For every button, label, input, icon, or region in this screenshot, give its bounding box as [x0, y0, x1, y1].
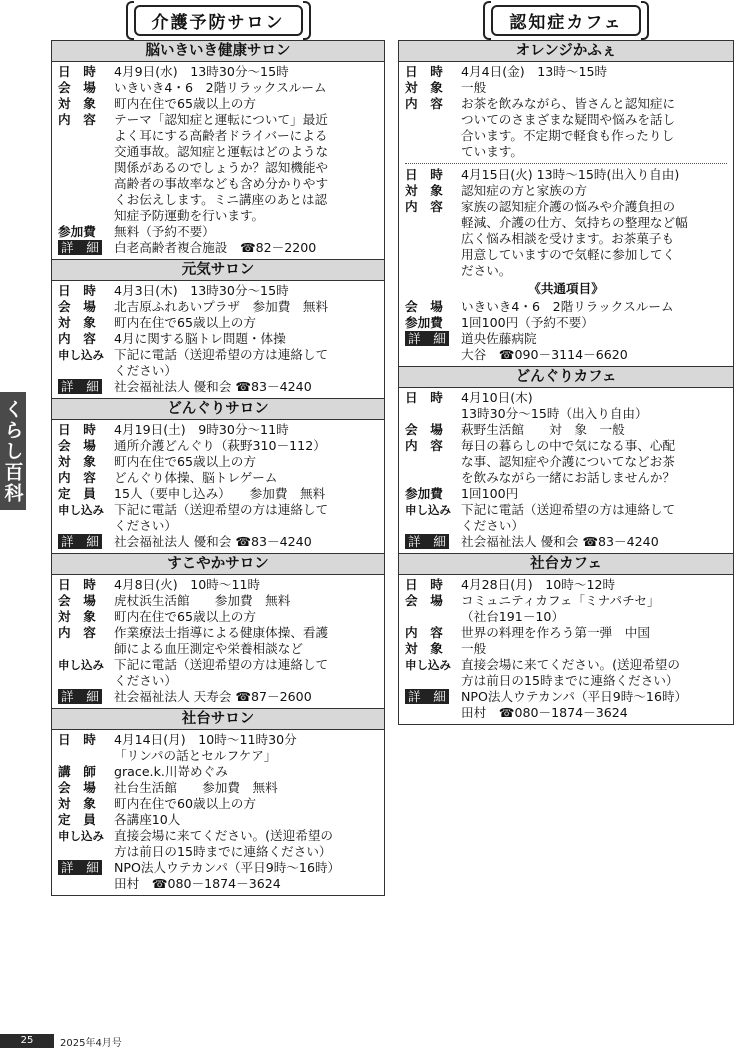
section	[52, 41, 384, 259]
section	[399, 553, 733, 724]
row-value	[461, 80, 727, 96]
row-label: 日 時	[405, 64, 443, 79]
row-label: 詳 細	[58, 534, 114, 550]
info-row	[58, 347, 378, 379]
value-line: NPO法人ウテカンパ（平日9時～16時）	[114, 860, 341, 875]
info-row	[405, 331, 727, 363]
info-row	[405, 641, 727, 657]
info-row	[58, 299, 378, 315]
value-line: 無料（予約不要）	[114, 224, 215, 239]
info-row	[58, 657, 378, 689]
row-value	[461, 577, 727, 593]
row-value	[461, 502, 727, 534]
value-line: 知症予防運動を行います。	[114, 208, 265, 223]
value-line: 萩野生活館 対 象 一般	[461, 422, 625, 437]
value-line: 一般	[461, 80, 487, 95]
section-heading: すこやかサロン	[52, 554, 384, 575]
value-line: 白老高齢者複合施設 ☎82－2200	[114, 240, 317, 255]
row-label: 内 容	[405, 438, 443, 453]
value-line: 交通事故。認知症と運転はどのような	[114, 144, 329, 159]
info-row	[405, 438, 727, 486]
value-line: 広く悩み相談を受けます。お茶菓子も	[461, 231, 675, 246]
row-value	[461, 96, 727, 160]
info-row	[58, 780, 378, 796]
info-row	[58, 470, 378, 486]
value-line: 大谷 ☎090－3114－6620	[461, 347, 628, 362]
value-line: 4月4日(金) 13時～15時	[461, 64, 608, 79]
row-value	[461, 331, 727, 363]
info-row	[58, 812, 378, 828]
value-line: 方は前日の15時までに連絡ください）	[114, 844, 332, 859]
info-row	[405, 577, 727, 593]
value-line: 家族の認知症介護の悩みや介護負担の	[461, 199, 676, 214]
row-label: 日 時	[405, 167, 443, 182]
value-line: ください）	[461, 518, 524, 533]
value-line: 「リンパの話とセルフケア」	[114, 748, 277, 763]
salon-box	[51, 40, 385, 896]
section	[52, 398, 384, 553]
info-row	[58, 96, 378, 112]
row-value	[461, 593, 727, 625]
row-label: 申し込み	[58, 503, 104, 517]
value-line: を飲みながら一緒にお話しませんか？	[461, 470, 676, 485]
value-line: 関係があるのでしょうか？認知機能や	[114, 160, 329, 175]
value-line: 13時30分～15時（出入り自由）	[461, 406, 648, 421]
section-body	[399, 575, 733, 724]
row-value	[114, 470, 378, 486]
row-label: 日 時	[58, 64, 96, 79]
info-row	[405, 299, 727, 315]
row-label: 詳 細	[58, 860, 114, 892]
info-row	[405, 689, 727, 721]
info-row	[58, 609, 378, 625]
value-line: 虎杖浜生活館 参加費 無料	[114, 593, 291, 608]
info-row	[58, 796, 378, 812]
row-value	[114, 780, 378, 796]
row-value	[461, 534, 727, 550]
info-row	[58, 689, 378, 705]
common-items-label: 《共通項目》	[528, 281, 604, 296]
row-value	[461, 689, 727, 721]
value-line: 認知症の方と家族の方	[461, 183, 587, 198]
row-value	[114, 224, 378, 240]
row-label: 内 容	[405, 199, 443, 214]
row-label: 内 容	[405, 96, 443, 111]
row-value	[461, 299, 727, 315]
section-heading: どんぐりサロン	[52, 399, 384, 420]
row-label: 対 象	[58, 796, 96, 811]
row-label: 定 員	[58, 812, 96, 827]
row-value	[461, 657, 727, 689]
kaigo-yobo-salon-column	[51, 0, 385, 896]
value-line: どんぐり体操、脳トレゲーム	[114, 470, 278, 485]
value-line: 軽減、介護の仕方、気持ちの整理など幅	[461, 215, 688, 230]
section-heading: 社台カフェ	[399, 554, 733, 575]
row-value	[114, 689, 378, 705]
row-label: 詳 細	[405, 331, 461, 363]
value-line: 社会福祉法人 優和会 ☎83－4240	[114, 379, 312, 394]
value-line: ください）	[114, 673, 177, 688]
value-line: テーマ「認知症と運転について」最近	[114, 112, 328, 127]
row-label: 参加費	[405, 315, 443, 330]
info-row	[58, 577, 378, 593]
side-category-tab: くらし百科	[0, 392, 26, 510]
info-row	[58, 422, 378, 438]
value-line: 4月28日(月) 10時～12時	[461, 577, 616, 592]
value-line: （社台191－10）	[461, 609, 565, 624]
value-line: 町内在住で65歳以上の方	[114, 454, 256, 469]
row-label: 日 時	[58, 422, 96, 437]
issue-label: 2025年4月号	[60, 1037, 122, 1049]
row-value	[114, 764, 378, 780]
row-label: 詳 細	[58, 240, 114, 256]
value-line: 直接会場に来てください。(送迎希望の	[461, 657, 681, 672]
value-line: 道央佐藤病院	[461, 331, 537, 346]
info-row	[58, 64, 378, 80]
section-body	[52, 730, 384, 895]
row-label: 申し込み	[58, 658, 104, 672]
row-value	[114, 64, 378, 80]
row-label: 内 容	[58, 470, 96, 485]
info-row	[405, 422, 727, 438]
value-line: 社会福祉法人 優和会 ☎83－4240	[461, 534, 659, 549]
row-value	[114, 534, 378, 550]
row-value	[114, 625, 378, 657]
info-row	[405, 390, 727, 422]
value-line: NPO法人ウテカンパ（平日9時～16時）	[461, 689, 688, 704]
column-title-cafe	[398, 0, 734, 40]
row-label: 対 象	[405, 80, 443, 95]
row-label: 日 時	[58, 577, 96, 592]
info-row	[405, 486, 727, 502]
value-line: 4月に関する脳トレ問題・体操	[114, 331, 286, 346]
value-line: 15人（要申し込み） 参加費 無料	[114, 486, 326, 501]
info-row	[58, 732, 378, 764]
row-label: 会 場	[405, 422, 443, 437]
row-value	[114, 315, 378, 331]
value-line: 4月19日(土) 9時30分～11時	[114, 422, 289, 437]
value-line: 田村 ☎080－1874－3624	[461, 705, 628, 720]
value-line: ています。	[461, 144, 523, 159]
row-label: 詳 細	[405, 689, 461, 721]
value-line: いきいき4・6 2階リラックスルーム	[461, 299, 674, 314]
value-line: ださい。	[461, 263, 512, 278]
section-body	[52, 62, 384, 259]
value-line: 毎日の暮らしの中で気になる事、心配	[461, 438, 676, 453]
info-row	[58, 283, 378, 299]
row-label: 会 場	[58, 299, 96, 314]
row-label: 内 容	[405, 625, 443, 640]
row-value	[461, 422, 727, 438]
row-label: 会 場	[405, 593, 443, 608]
value-line: 田村 ☎080－1874－3624	[114, 876, 281, 891]
info-row	[58, 240, 378, 256]
value-line: 町内在住で65歳以上の方	[114, 96, 256, 111]
info-row	[405, 657, 727, 689]
value-line: 4月8日(火) 10時～11時	[114, 577, 261, 592]
info-row	[58, 625, 378, 657]
row-value	[114, 657, 378, 689]
info-row	[405, 96, 727, 160]
row-label: 対 象	[58, 315, 96, 330]
info-row	[405, 183, 727, 199]
value-line: 用意していますので気軽に参加してく	[461, 247, 676, 262]
value-line: 社会福祉法人 天寿会 ☎87－2600	[114, 689, 312, 704]
section-orange-cafe	[399, 41, 733, 366]
row-value	[114, 379, 378, 395]
value-line: ください）	[114, 518, 177, 533]
row-value	[114, 331, 378, 347]
info-row	[58, 438, 378, 454]
info-row	[58, 860, 378, 892]
value-line: grace.k.川嵜めぐみ	[114, 764, 228, 779]
info-row	[58, 315, 378, 331]
row-value	[114, 454, 378, 470]
section-heading: 脳いきいき健康サロン	[52, 41, 384, 62]
row-label: 申し込み	[58, 829, 104, 843]
page-number: 25	[0, 1034, 54, 1048]
value-line: 師による血圧測定や栄養相談など	[114, 641, 303, 656]
column-title-salon	[51, 0, 385, 40]
row-label: 会 場	[58, 593, 96, 608]
row-label: 対 象	[58, 454, 96, 469]
row-value	[114, 299, 378, 315]
row-label: 定 員	[58, 486, 96, 501]
value-line: 町内在住で65歳以上の方	[114, 609, 256, 624]
row-label: 対 象	[58, 96, 96, 111]
value-line: 4月3日(木) 13時30分～15時	[114, 283, 289, 298]
value-line: 通所介護どんぐり（萩野310－112）	[114, 438, 326, 453]
section	[52, 259, 384, 398]
value-line: 1回100円（予約不要）	[461, 315, 594, 330]
info-row	[58, 534, 378, 550]
row-value	[114, 347, 378, 379]
value-line: 町内在住で60歳以上の方	[114, 796, 256, 811]
row-label: 詳 細	[58, 689, 114, 705]
row-label: 対 象	[58, 609, 96, 624]
info-row	[405, 625, 727, 641]
row-label: 詳 細	[405, 534, 461, 550]
value-line: 下記に電話（送迎希望の方は連絡して	[114, 502, 329, 517]
value-line: 1回100円	[461, 486, 519, 501]
row-value	[114, 502, 378, 534]
row-value	[114, 438, 378, 454]
row-value	[114, 96, 378, 112]
value-line: 4月14日(月) 10時～11時30分	[114, 732, 297, 747]
section-body	[52, 281, 384, 398]
row-value	[114, 577, 378, 593]
info-row	[58, 593, 378, 609]
value-line: コミュニティカフェ「ミナパチセ」	[461, 593, 660, 608]
row-value	[114, 240, 378, 256]
value-line: ついてのさまざまな疑問や悩みを話し	[461, 112, 676, 127]
value-line: お茶を飲みながら、皆さんと認知症に	[461, 96, 676, 111]
info-row	[58, 454, 378, 470]
row-label: 内 容	[58, 625, 96, 640]
info-row	[405, 80, 727, 96]
value-line: 一般	[461, 641, 487, 656]
value-line: 作業療法士指導による健康体操、看護	[114, 625, 329, 640]
row-label: 参加費	[58, 224, 96, 239]
section-heading: オレンジかふぇ	[399, 41, 733, 62]
info-row	[58, 112, 378, 224]
section-heading: 元気サロン	[52, 260, 384, 281]
value-line: 社会福祉法人 優和会 ☎83－4240	[114, 534, 312, 549]
row-value	[461, 625, 727, 641]
value-line: 直接会場に来てください。(送迎希望の	[114, 828, 334, 843]
row-value	[461, 315, 727, 331]
section	[52, 708, 384, 895]
row-value	[114, 860, 378, 892]
row-value	[461, 641, 727, 657]
row-value	[114, 112, 378, 224]
row-value	[461, 486, 727, 502]
value-line: ください）	[114, 363, 177, 378]
cafe-title: 認知症カフェ	[491, 5, 640, 36]
row-value	[114, 796, 378, 812]
row-label: 内 容	[58, 331, 96, 346]
info-row	[405, 502, 727, 534]
section	[399, 366, 733, 553]
value-line: 方は前日の15時までに連絡ください）	[461, 673, 679, 688]
value-line: 高齢者の事故率なども含め分かりやす	[114, 176, 329, 191]
row-value	[114, 593, 378, 609]
row-label: 内 容	[58, 112, 96, 127]
value-line: 社台生活館 参加費 無料	[114, 780, 278, 795]
value-line: な事、認知症や介護についてなどお茶	[461, 454, 675, 469]
info-row	[405, 534, 727, 550]
info-row	[58, 502, 378, 534]
row-label: 日 時	[58, 732, 96, 747]
row-label: 申し込み	[405, 503, 451, 517]
row-label: 日 時	[58, 283, 96, 298]
row-value	[114, 609, 378, 625]
row-label: 詳 細	[58, 379, 114, 395]
row-value	[114, 283, 378, 299]
ninchisho-cafe-column	[398, 0, 734, 725]
info-row	[58, 486, 378, 502]
row-value	[461, 390, 727, 422]
row-value	[114, 812, 378, 828]
section-body	[52, 575, 384, 708]
info-row	[58, 224, 378, 240]
row-label: 会 場	[58, 780, 96, 795]
row-label: 申し込み	[405, 658, 451, 672]
row-label: 対 象	[405, 183, 443, 198]
row-value	[461, 199, 727, 279]
row-value	[461, 183, 727, 199]
info-row	[58, 764, 378, 780]
section-body	[399, 62, 733, 366]
value-line: くお伝えします。ミニ講座のあとは認	[114, 192, 328, 207]
info-row	[58, 379, 378, 395]
value-line: よく耳にする高齢者ドライバーによる	[114, 128, 328, 143]
cafe-box	[398, 40, 734, 725]
salon-title: 介護予防サロン	[134, 5, 303, 36]
info-row	[405, 64, 727, 80]
info-row	[58, 828, 378, 860]
row-value	[461, 64, 727, 80]
row-label: 会 場	[58, 80, 96, 95]
row-label: 会 場	[58, 438, 96, 453]
row-value	[114, 828, 378, 860]
info-row	[405, 167, 727, 183]
row-label: 講 師	[58, 764, 96, 779]
section-heading: 社台サロン	[52, 709, 384, 730]
value-line: 下記に電話（送迎希望の方は連絡して	[461, 502, 676, 517]
info-row	[58, 80, 378, 96]
value-line: 下記に電話（送迎希望の方は連絡して	[114, 347, 329, 362]
row-label: 日 時	[405, 577, 443, 592]
value-line: 北吉原ふれあいプラザ 参加費 無料	[114, 299, 329, 314]
row-value	[461, 167, 727, 183]
row-label: 参加費	[405, 486, 443, 501]
row-value	[114, 80, 378, 96]
info-row	[405, 199, 727, 279]
info-row	[405, 315, 727, 331]
value-line: いきいき4・6 2階リラックスルーム	[114, 80, 327, 95]
row-label: 申し込み	[58, 348, 104, 362]
value-line: 各講座10人	[114, 812, 181, 827]
row-value	[114, 486, 378, 502]
row-value	[114, 732, 378, 764]
row-value	[461, 438, 727, 486]
value-line: 4月15日(火) 13時～15時(出入り自由)	[461, 167, 680, 182]
dotted-divider	[405, 163, 727, 164]
page-footer	[0, 1034, 122, 1048]
section-body	[399, 388, 733, 553]
row-label: 対 象	[405, 641, 443, 656]
row-label: 日 時	[405, 390, 443, 405]
value-line: 4月9日(水) 13時30分～15時	[114, 64, 289, 79]
row-value	[114, 422, 378, 438]
value-line: 町内在住で65歳以上の方	[114, 315, 256, 330]
value-line: 世界の料理を作ろう第一弾 中国	[461, 625, 650, 640]
value-line: 4月10日(木)	[461, 390, 533, 405]
row-label: 会 場	[405, 299, 443, 314]
value-line: 下記に電話（送迎希望の方は連絡して	[114, 657, 329, 672]
info-row	[405, 593, 727, 625]
section-heading: どんぐりカフェ	[399, 367, 733, 388]
value-line: 合います。不定期で軽食も作ったりし	[461, 128, 675, 143]
section-body	[52, 420, 384, 553]
section	[52, 553, 384, 708]
info-row	[58, 331, 378, 347]
